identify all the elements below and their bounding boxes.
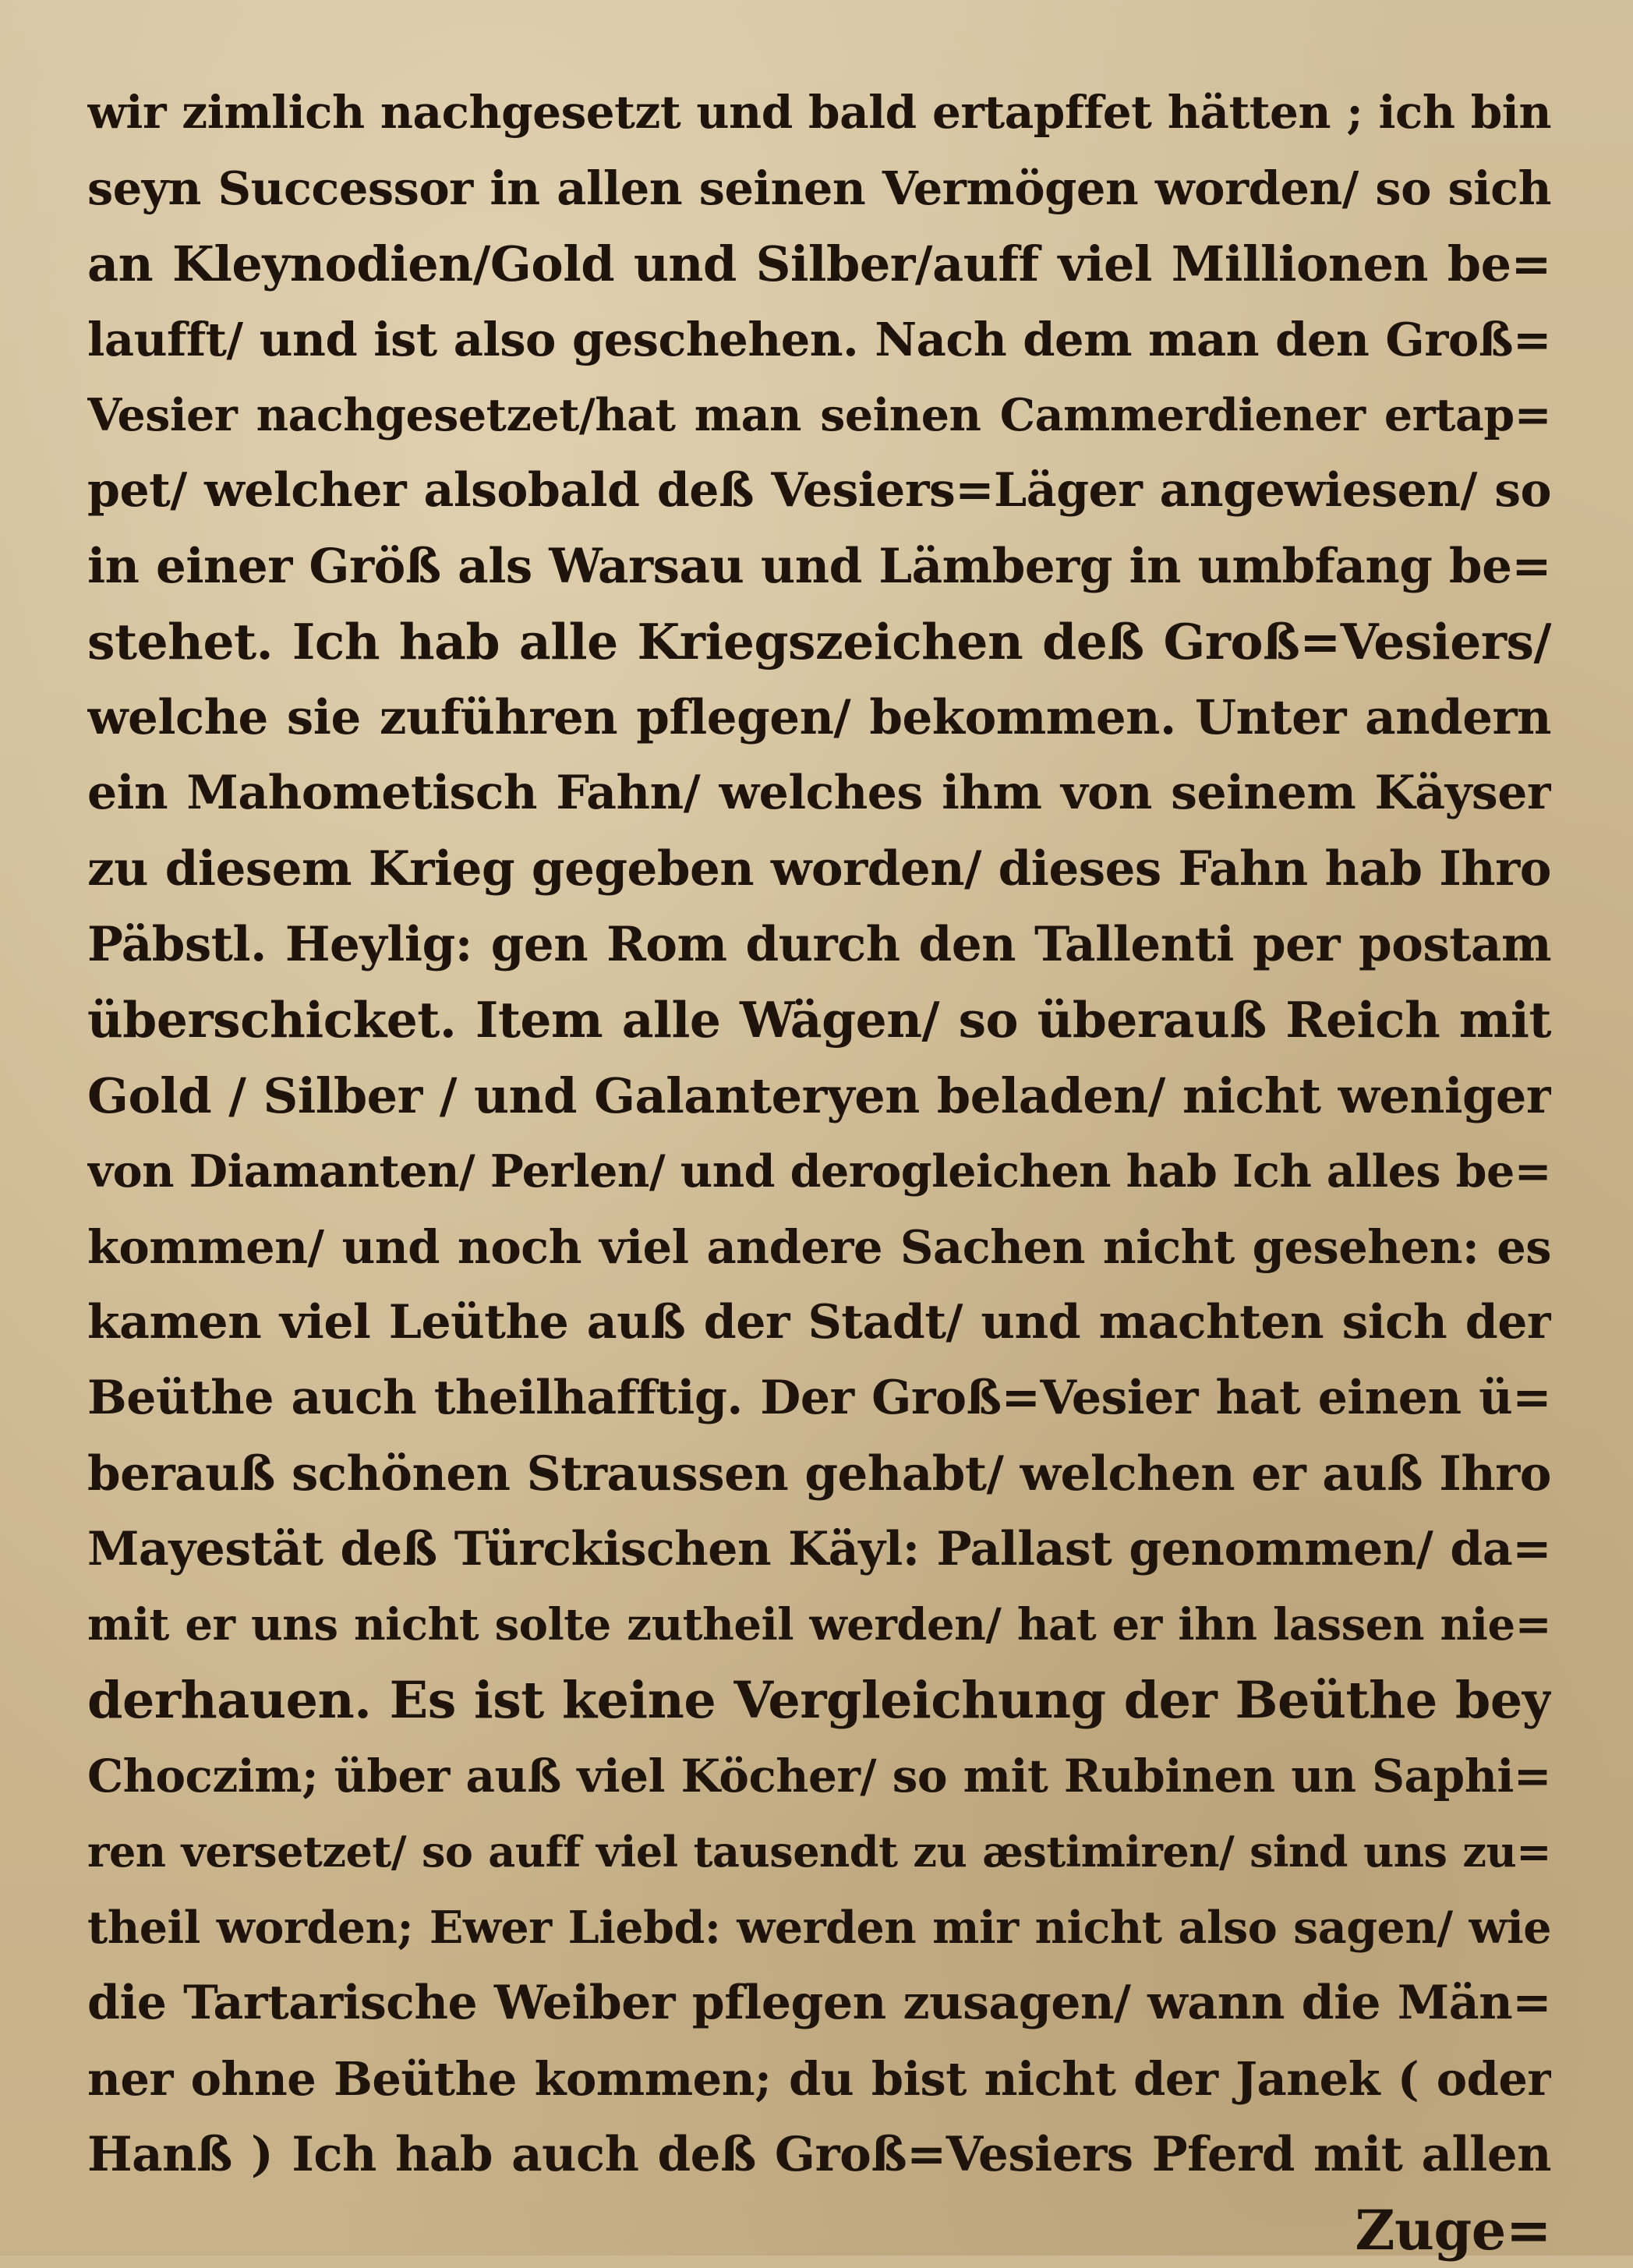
text-line: stehet. Ich hab alle Kriegszeichen deß Groß=Vesiers/ xyxy=(87,613,1551,670)
text-line: von Diamanten/ Perlen/ und derogleichen hab Ich alles be= xyxy=(87,1145,1551,1198)
text-line: theil worden; Ewer Liebd: werden mir nicht also sagen/ wie xyxy=(87,1902,1551,1954)
catchword: Zuge= xyxy=(1355,2198,1551,2263)
text-line: ner ohne Beüthe kommen; du bist nicht der Janek ( oder xyxy=(87,2052,1551,2106)
text-line: Vesier nachgesetzet/hat man seinen Cammerdiener ertap= xyxy=(87,389,1551,441)
text-line: zu diesem Krieg gegeben worden/ dieses Fahn hab Ihro xyxy=(87,841,1551,897)
text-line: die Tartarische Weiber pflegen zusagen/ wann die Män= xyxy=(87,1976,1551,2030)
text-line: in einer Größ als Warsau und Lämberg in umbfang be= xyxy=(87,539,1551,594)
text-line: Gold / Silber / und Galanteryen beladen/ nicht weniger xyxy=(87,1067,1551,1124)
text-line: ein Mahometisch Fahn/ welches ihm von seinem Käyser xyxy=(87,766,1551,820)
text-line: überschicket. Item alle Wägen/ so überauß Reich mit xyxy=(87,991,1551,1049)
text-line: berauß schönen Straussen gehabt/ welchen er auß Ihro xyxy=(87,1446,1551,1502)
text-line: laufft/ und ist also geschehen. Nach dem man den Groß= xyxy=(87,313,1551,366)
text-line: ren versetzet/ so auff viel tausendt zu æstimiren/ sind uns zu= xyxy=(87,1827,1551,1877)
text-line: seyn Successor in allen seinen Vermögen worden/ so sich xyxy=(87,161,1551,215)
text-line: kommen/ und noch viel andere Sachen nicht gesehen: es xyxy=(87,1220,1551,1274)
text-line: mit er uns nicht solte zutheil werden/ hat er ihn lassen nie= xyxy=(87,1599,1551,1651)
text-line: an Kleynodien/Gold und Silber/auff viel Millionen be= xyxy=(87,235,1551,292)
text-line: pet/ welcher alsobald deß Vesiers=Läger angewiesen/ so xyxy=(87,463,1551,518)
text-line: welche sie zuführen pflegen/ bekommen. Unter andern xyxy=(87,690,1551,745)
text-line: Päbstl. Heylig: gen Rom durch den Tallenti per postam xyxy=(87,917,1551,972)
text-line: kamen viel Leüthe auß der Stadt/ und machten sich der xyxy=(87,1295,1551,1350)
text-line: derhauen. Es ist keine Vergleichung der Beüthe bey xyxy=(87,1671,1551,1730)
text-line: Choczim; über auß viel Köcher/ so mit Rubinen un Saphi= xyxy=(87,1750,1551,1803)
body-text xyxy=(87,75,1551,2268)
text-line: Beüthe auch theilhafftig. Der Groß=Vesier hat einen ü= xyxy=(87,1371,1551,1425)
text-line: Hanß ) Ich hab auch deß Groß=Vesiers Pferd mit allen xyxy=(87,2127,1551,2182)
text-line: wir zimlich nachgesetzt und bald ertapffet hätten ; ich bin xyxy=(87,86,1551,139)
text-line: Mayestät deß Türckischen Käyl: Pallast genommen/ da= xyxy=(87,1522,1551,1576)
